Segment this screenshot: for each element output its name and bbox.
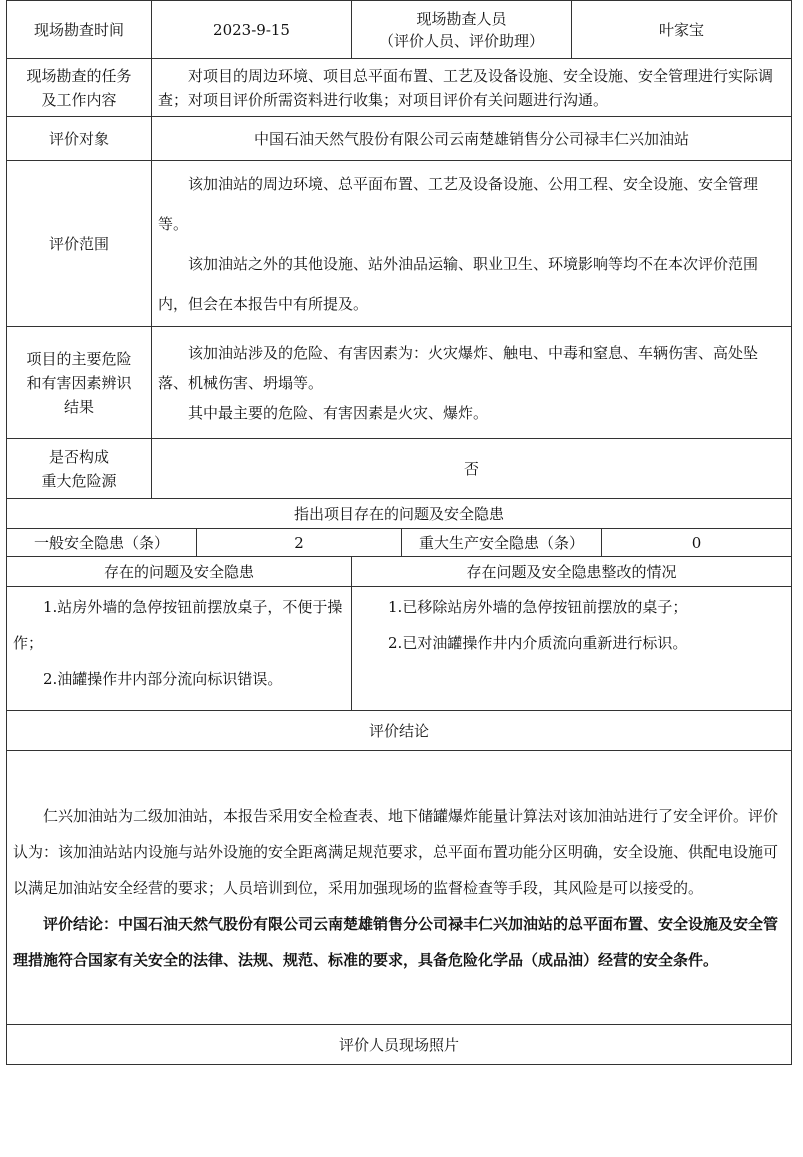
- general-hazard-count-label: 一般安全隐患（条）: [7, 529, 197, 557]
- task-label-line1: 现场勘查的任务: [26, 66, 132, 85]
- major-hazard-label-line1: 是否构成: [48, 447, 109, 466]
- inspection-record-table: [6, 0, 792, 1065]
- task-label: [7, 59, 152, 117]
- conclusion-title: 评价结论: [7, 711, 792, 751]
- scope-paragraph-1: 该加油站的周边环境、总平面布置、工艺及设备设施、公用工程、安全设施、安全管理等。: [158, 174, 759, 233]
- hazard-paragraph-1: 该加油站涉及的危险、有害因素为：火灾爆炸、触电、中毒和窒息、车辆伤害、高处坠落、机械伤害、坍塌等。: [158, 343, 759, 392]
- inspection-staff-value: 叶家宝: [572, 1, 792, 59]
- major-hazard-label-line2: 重大危险源: [41, 471, 117, 490]
- inspection-staff-label: [352, 1, 572, 59]
- major-hazard-count-value: 0: [602, 529, 792, 557]
- rectification-item-2: 2.已对油罐操作井内介质流向重新进行标识。: [388, 634, 688, 652]
- inspection-staff-label-line2: （评价人员、评价助理）: [379, 31, 545, 50]
- issues-section-title: 指出项目存在的问题及安全隐患: [7, 499, 792, 529]
- rectification-item-1: 1.已移除站房外墙的急停按钮前摆放的桌子；: [388, 598, 688, 616]
- task-text: 对项目的周边环境、项目总平面布置、工艺及设备设施、安全设施、安全管理进行实际调查；对项目评价所需资料进行收集；对项目评价有关问题进行沟通。: [158, 66, 774, 109]
- inspection-time-label: 现场勘查时间: [7, 1, 152, 59]
- hazard-label: [7, 327, 152, 439]
- hazard-label-line2: 和有害因素辨识: [26, 373, 132, 392]
- task-label-line2: 及工作内容: [41, 90, 117, 109]
- conclusion-paragraph-2: 评价结论：中国石油天然气股份有限公司云南楚雄销售分公司禄丰仁兴加油站的总平面布置、安全设施及安全管理措施符合国家有关安全的法律、法规、规范、标准的要求，具备危险化学品（成品油）经营的安全条件。: [13, 914, 779, 969]
- inspection-staff-label-line1: 现场勘查人员: [416, 9, 507, 28]
- conclusion-paragraph-1: 仁兴加油站为二级加油站，本报告采用安全检查表、地下储罐爆炸能量计算法对该加油站进行了安全评价。评价认为：该加油站站内设施与站外设施的安全距离满足规范要求，总平面布置功能分区明确，安全设施、供配电设施可以满足加油站安全经营的要求；人员培训到位，采用加强现场的监督检查等手段，其风险是可以接受的。: [13, 806, 779, 897]
- problem-item-2: 2.油罐操作井内部分流向标识错误。: [43, 670, 283, 688]
- inspection-time-value: 2023-9-15: [152, 1, 352, 59]
- major-hazard-label: [7, 439, 152, 499]
- photos-title: 评价人员现场照片: [7, 1025, 792, 1065]
- evaluation-object-label: 评价对象: [7, 117, 152, 161]
- scope-label: 评价范围: [7, 161, 152, 327]
- rectification-column-header: 存在问题及安全隐患整改的情况: [352, 557, 792, 587]
- major-hazard-count-label: 重大生产安全隐患（条）: [402, 529, 602, 557]
- scope-paragraph-2: 该加油站之外的其他设施、站外油品运输、职业卫生、环境影响等均不在本次评价范围内，但会在本报告中有所提及。: [158, 254, 759, 313]
- hazard-label-line3: 结果: [63, 397, 94, 416]
- problem-item-1: 1.站房外墙的急停按钮前摆放桌子，不便于操作；: [13, 598, 343, 652]
- hazard-label-line1: 项目的主要危险: [26, 349, 132, 368]
- hazard-paragraph-2: 其中最主要的危险、有害因素是火灾、爆炸。: [188, 403, 489, 422]
- evaluation-object-value: 中国石油天然气股份有限公司云南楚雄销售分公司禄丰仁兴加油站: [152, 117, 792, 161]
- major-hazard-value: 否: [152, 439, 792, 499]
- general-hazard-count-value: 2: [197, 529, 402, 557]
- problems-column-header: 存在的问题及安全隐患: [7, 557, 352, 587]
